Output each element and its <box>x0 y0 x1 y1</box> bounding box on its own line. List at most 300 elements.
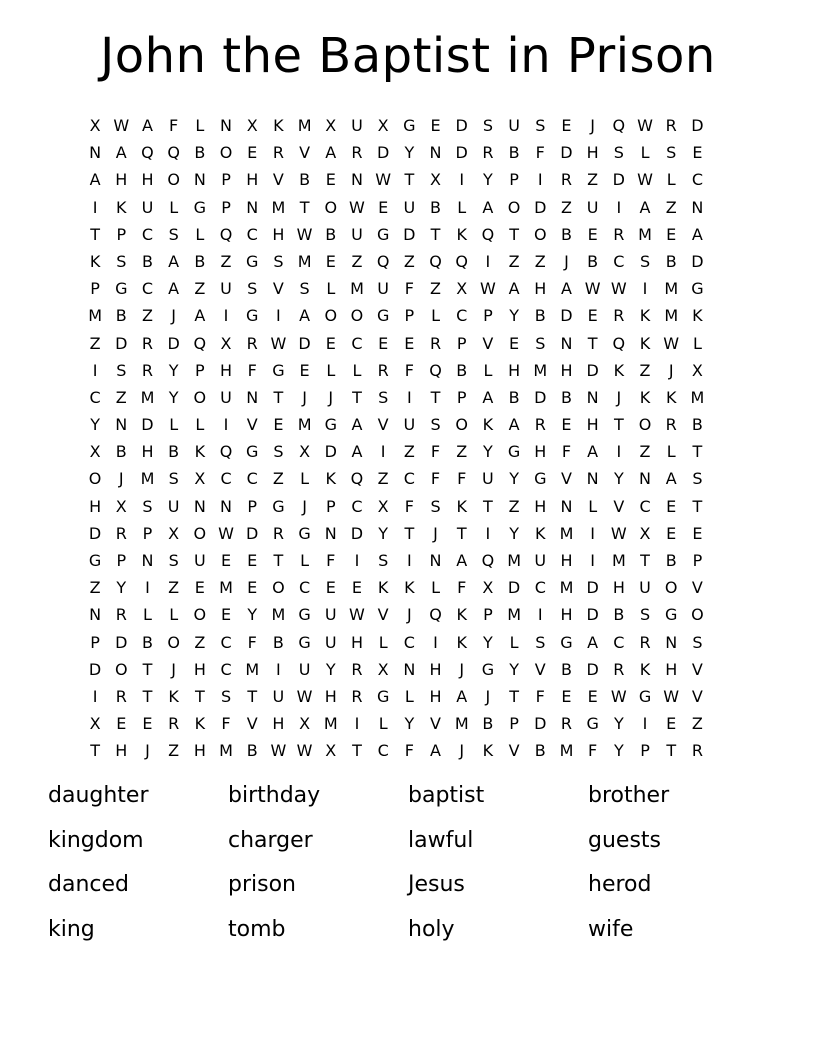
grid-letter: V <box>299 143 311 163</box>
grid-letter: E <box>325 170 336 190</box>
grid-letter: H <box>193 659 206 679</box>
word-bank-item: lawful <box>408 827 474 853</box>
grid-letter: J <box>433 523 438 543</box>
grid-letter: X <box>482 578 494 598</box>
grid-letter: S <box>535 116 546 135</box>
grid-letter: Z <box>141 306 153 326</box>
grid-letter: O <box>88 469 102 489</box>
grid-letter: Z <box>89 578 101 598</box>
grid-letter: R <box>613 224 625 244</box>
grid-letter: C <box>141 279 154 299</box>
grid-letter: S <box>299 279 310 299</box>
grid-letter: R <box>613 659 625 679</box>
grid-row <box>82 302 711 329</box>
grid-letter: E <box>351 578 363 598</box>
grid-letter: K <box>535 523 546 543</box>
grid-letter: R <box>141 360 154 380</box>
grid-letter: P <box>692 551 703 570</box>
grid-letter: U <box>272 686 285 706</box>
grid-letter: J <box>406 605 412 625</box>
grid-letter: M <box>507 605 521 625</box>
grid-letter: G <box>193 197 207 217</box>
grid-letter: Z <box>639 442 651 462</box>
grid-letter: D <box>586 605 599 625</box>
grid-letter: X <box>89 714 101 734</box>
grid-row <box>82 601 711 628</box>
grid-letter: D <box>298 333 311 353</box>
grid-letter: N <box>429 143 442 163</box>
grid-letter: L <box>300 551 310 570</box>
grid-letter: F <box>535 143 545 163</box>
grid-letter: G <box>691 279 704 299</box>
grid-letter: I <box>145 578 150 598</box>
grid-letter: A <box>508 279 520 299</box>
grid-letter: O <box>272 578 285 598</box>
grid-letter: M <box>297 415 312 435</box>
word-bank-item: tomb <box>228 916 286 942</box>
grid-letter: E <box>194 578 205 598</box>
grid-letter: Z <box>430 279 442 299</box>
grid-letter: B <box>430 197 442 217</box>
grid-letter: H <box>612 578 625 598</box>
grid-letter: D <box>534 387 547 407</box>
grid-letter: G <box>88 551 102 570</box>
grid-letter: L <box>195 116 205 135</box>
grid-letter: A <box>508 415 520 435</box>
grid-letter: E <box>561 686 572 706</box>
grid-letter: N <box>193 170 206 190</box>
grid-letter: C <box>351 496 363 516</box>
grid-letter: U <box>351 116 363 135</box>
grid-letter: L <box>352 360 362 380</box>
grid-letter: Z <box>272 469 284 489</box>
grid-letter: G <box>272 496 285 516</box>
grid-letter: B <box>665 251 677 271</box>
grid-letter: C <box>299 578 311 598</box>
grid-letter: G <box>376 224 390 244</box>
grid-letter: V <box>691 686 703 706</box>
grid-letter: W <box>270 741 287 761</box>
grid-letter: V <box>482 333 494 353</box>
grid-letter: Q <box>481 224 495 244</box>
grid-letter: K <box>639 333 651 353</box>
grid-letter: G <box>665 605 678 625</box>
grid-letter: G <box>560 632 573 652</box>
grid-letter: L <box>378 714 388 734</box>
grid-letter: Y <box>325 659 336 679</box>
grid-letter: G <box>298 523 311 543</box>
grid-letter: R <box>115 605 127 625</box>
grid-letter: Z <box>194 279 206 299</box>
grid-letter: I <box>406 387 412 407</box>
grid-letter: W <box>610 279 627 299</box>
grid-letter: I <box>642 714 648 734</box>
grid-letter: N <box>691 197 704 217</box>
grid-letter: Z <box>168 578 180 598</box>
grid-letter: O <box>324 197 338 217</box>
grid-letter: Z <box>534 251 546 271</box>
grid-letter: H <box>429 659 442 679</box>
grid-letter: C <box>141 224 154 244</box>
grid-letter: W <box>610 523 627 543</box>
grid-letter: U <box>141 197 154 217</box>
grid-letter: T <box>404 170 415 190</box>
grid-letter: E <box>378 333 389 353</box>
grid-letter: K <box>665 387 677 407</box>
grid-letter: O <box>114 659 128 679</box>
grid-letter: E <box>220 605 232 625</box>
grid-letter: I <box>354 551 360 570</box>
grid-letter: Y <box>509 306 519 326</box>
grid-letter: G <box>115 279 128 299</box>
grid-letter: Z <box>351 251 363 271</box>
grid-letter: D <box>115 333 128 353</box>
grid-letter: S <box>273 251 284 271</box>
grid-letter: I <box>485 523 491 543</box>
grid-letter: K <box>639 387 651 407</box>
grid-letter: H <box>560 551 573 570</box>
grid-letter: A <box>482 197 494 217</box>
grid-letter: D <box>376 143 390 163</box>
word-search-grid <box>82 112 711 765</box>
grid-letter: R <box>351 143 363 163</box>
grid-letter: D <box>507 578 521 598</box>
grid-letter: A <box>168 279 180 299</box>
grid-letter: G <box>246 306 259 326</box>
grid-letter: W <box>375 170 392 190</box>
grid-letter: B <box>534 741 546 761</box>
grid-letter: J <box>485 686 491 706</box>
grid-letter: S <box>535 333 546 353</box>
grid-letter: L <box>692 333 702 353</box>
grid-letter: S <box>535 632 546 652</box>
grid-letter: A <box>89 170 101 190</box>
grid-letter: N <box>639 469 652 489</box>
grid-letter: S <box>168 224 179 244</box>
grid-letter: A <box>299 306 311 326</box>
grid-letter: K <box>273 116 284 135</box>
grid-letter: D <box>455 143 468 163</box>
grid-letter: I <box>537 605 543 625</box>
grid-letter: E <box>587 306 598 326</box>
grid-letter: D <box>324 442 337 462</box>
grid-letter: A <box>430 741 441 761</box>
grid-letter: G <box>586 714 599 734</box>
grid-letter: G <box>298 632 311 652</box>
grid-letter: B <box>299 170 311 190</box>
grid-letter: E <box>325 251 336 271</box>
grid-letter: B <box>194 251 206 271</box>
grid-letter: N <box>89 605 102 625</box>
grid-letter: E <box>666 714 677 734</box>
grid-letter: T <box>640 551 650 570</box>
grid-letter: R <box>272 523 284 543</box>
grid-letter: D <box>691 116 704 135</box>
grid-letter: K <box>613 360 625 380</box>
grid-letter: U <box>403 415 416 435</box>
grid-letter: H <box>534 279 547 299</box>
grid-letter: W <box>296 224 313 244</box>
grid-letter: P <box>90 632 100 652</box>
grid-letter: J <box>302 496 307 516</box>
grid-letter: B <box>508 387 520 407</box>
grid-row <box>82 465 711 492</box>
grid-letter: Q <box>481 551 495 570</box>
grid-letter: Z <box>220 251 232 271</box>
grid-letter: E <box>220 551 232 570</box>
grid-letter: Q <box>350 469 364 489</box>
grid-letter: P <box>221 197 231 217</box>
grid-letter: T <box>90 741 100 761</box>
grid-letter: O <box>664 578 678 598</box>
grid-letter: Z <box>89 333 101 353</box>
grid-letter: R <box>377 360 389 380</box>
grid-letter: Q <box>141 143 154 163</box>
grid-letter: C <box>639 496 651 516</box>
grid-letter: I <box>380 442 386 462</box>
grid-letter: P <box>221 170 231 190</box>
grid-letter: E <box>666 523 677 543</box>
grid-letter: P <box>116 551 127 570</box>
grid-letter: U <box>377 279 390 299</box>
grid-letter: A <box>691 224 703 244</box>
grid-letter: W <box>113 116 130 135</box>
grid-letter: O <box>193 523 207 543</box>
grid-letter: Y <box>168 360 179 380</box>
grid-letter: Y <box>168 387 179 407</box>
grid-letter: N <box>350 170 363 190</box>
grid-letter: B <box>560 387 572 407</box>
grid-letter: D <box>586 659 599 679</box>
grid-letter: T <box>90 224 100 244</box>
grid-letter: U <box>324 605 337 625</box>
grid-letter: X <box>377 659 389 679</box>
grid-letter: J <box>302 387 307 407</box>
grid-letter: I <box>223 306 229 326</box>
grid-letter: N <box>115 415 128 435</box>
grid-letter: X <box>89 442 101 462</box>
grid-letter: G <box>403 116 416 135</box>
grid-letter: F <box>221 714 231 734</box>
grid-letter: H <box>665 659 678 679</box>
grid-letter: H <box>115 741 128 761</box>
grid-letter: R <box>168 714 180 734</box>
grid-letter: K <box>456 496 467 516</box>
grid-letter: R <box>351 686 363 706</box>
grid-letter: I <box>354 714 360 734</box>
grid-letter: F <box>457 469 467 489</box>
grid-letter: V <box>272 279 284 299</box>
grid-letter: P <box>404 306 415 326</box>
grid-letter: Y <box>509 659 519 679</box>
word-bank-item: birthday <box>228 783 321 808</box>
grid-letter: R <box>665 415 677 435</box>
grid-letter: X <box>691 360 703 380</box>
grid-letter: D <box>403 224 416 244</box>
grid-letter: R <box>115 686 127 706</box>
grid-letter: F <box>404 741 414 761</box>
grid-letter: W <box>479 279 496 299</box>
grid-letter: U <box>351 224 363 244</box>
grid-letter: F <box>430 442 441 462</box>
grid-letter: S <box>247 279 258 299</box>
grid-letter: A <box>587 442 599 462</box>
grid-letter: O <box>193 605 207 625</box>
grid-letter: R <box>429 333 442 353</box>
grid-letter: F <box>404 360 414 380</box>
grid-letter: S <box>116 360 127 380</box>
grid-letter: F <box>404 279 414 299</box>
grid-letter: K <box>116 197 127 217</box>
grid-letter: P <box>509 714 519 734</box>
grid-letter: M <box>245 659 260 679</box>
grid-letter: T <box>483 496 493 516</box>
grid-letter: C <box>613 632 625 652</box>
grid-letter: X <box>220 333 232 353</box>
grid-letter: N <box>586 387 599 407</box>
grid-letter: V <box>246 415 258 435</box>
grid-letter: Y <box>378 523 389 543</box>
grid-letter: Y <box>483 442 493 462</box>
grid-letter: Z <box>508 496 520 516</box>
grid-letter: E <box>666 224 677 244</box>
grid-letter: U <box>324 632 337 652</box>
grid-letter: V <box>691 578 703 598</box>
grid-letter: S <box>378 551 389 570</box>
grid-letter: L <box>143 605 152 625</box>
grid-letter: R <box>560 170 573 190</box>
grid-letter: L <box>640 143 650 163</box>
grid-letter: I <box>616 197 622 217</box>
grid-letter: V <box>534 659 546 679</box>
grid-letter: T <box>142 659 153 679</box>
grid-letter: E <box>509 333 520 353</box>
grid-letter: S <box>639 605 651 625</box>
grid-letter: I <box>433 632 438 652</box>
grid-letter: X <box>194 469 206 489</box>
grid-letter: I <box>537 170 543 190</box>
grid-letter: Y <box>404 714 415 734</box>
grid-letter: Q <box>429 360 442 380</box>
grid-letter: O <box>193 387 207 407</box>
grid-letter: D <box>88 659 102 679</box>
grid-letter: K <box>639 306 651 326</box>
grid-letter: S <box>168 551 179 570</box>
grid-letter: T <box>299 197 310 217</box>
grid-letter: U <box>167 496 180 516</box>
word-bank-item: danced <box>48 872 129 897</box>
grid-letter: E <box>378 197 389 217</box>
grid-letter: Z <box>168 741 180 761</box>
grid-letter: A <box>482 387 494 407</box>
grid-letter: B <box>560 659 572 679</box>
grid-letter: B <box>325 224 337 244</box>
grid-letter: L <box>431 578 440 598</box>
grid-letter: B <box>194 143 206 163</box>
grid-letter: Y <box>613 714 624 734</box>
grid-letter: O <box>219 143 233 163</box>
grid-letter: O <box>324 306 338 326</box>
grid-letter: S <box>116 251 127 271</box>
grid-letter: I <box>92 360 98 380</box>
grid-letter: F <box>535 686 545 706</box>
grid-letter: X <box>299 714 311 734</box>
grid-letter: B <box>272 632 284 652</box>
grid-letter: N <box>246 197 259 217</box>
grid-letter: Z <box>403 251 415 271</box>
grid-row <box>82 166 711 193</box>
grid-letter: H <box>193 741 206 761</box>
grid-letter: T <box>692 496 703 516</box>
grid-letter: P <box>325 496 336 516</box>
grid-letter: Y <box>404 143 415 163</box>
grid-letter: F <box>404 496 414 516</box>
grid-letter: J <box>616 387 622 407</box>
grid-letter: L <box>666 170 676 190</box>
grid-letter: V <box>377 415 389 435</box>
grid-letter: K <box>89 251 101 271</box>
grid-letter: J <box>590 116 596 135</box>
word-bank-item: holy <box>408 916 455 942</box>
grid-letter: W <box>584 279 601 299</box>
grid-letter: S <box>692 469 703 489</box>
grid-letter: R <box>560 714 573 734</box>
grid-row <box>82 574 711 601</box>
grid-letter: D <box>612 170 625 190</box>
grid-letter: B <box>560 224 572 244</box>
grid-letter: R <box>613 306 625 326</box>
grid-letter: X <box>168 523 180 543</box>
grid-letter: T <box>352 741 362 761</box>
grid-letter: S <box>273 442 284 462</box>
grid-letter: M <box>350 279 364 299</box>
grid-letter: D <box>691 251 704 271</box>
grid-letter: A <box>194 306 206 326</box>
grid-letter: K <box>692 306 703 326</box>
grid-letter: R <box>534 415 546 435</box>
grid-letter: U <box>639 578 651 598</box>
grid-letter: P <box>195 360 205 380</box>
grid-letter: C <box>377 741 389 761</box>
grid-letter: Z <box>194 632 206 652</box>
grid-letter: Z <box>403 442 415 462</box>
word-bank <box>48 778 768 956</box>
grid-letter: J <box>171 659 177 679</box>
grid-letter: F <box>247 632 257 652</box>
word-bank-item: guests <box>588 827 661 853</box>
grid-letter: L <box>431 306 440 326</box>
grid-letter: P <box>509 170 519 190</box>
grid-letter: T <box>587 333 598 353</box>
grid-letter: K <box>456 605 467 625</box>
grid-letter: M <box>88 306 102 326</box>
grid-letter: I <box>276 306 281 326</box>
grid-letter: L <box>666 442 676 462</box>
grid-letter: L <box>169 197 179 217</box>
grid-letter: F <box>588 741 598 761</box>
grid-letter: Y <box>613 741 624 761</box>
grid-letter: B <box>587 251 599 271</box>
grid-letter: V <box>272 170 284 190</box>
grid-letter: N <box>586 469 599 489</box>
grid-letter: X <box>325 116 337 135</box>
grid-letter: X <box>430 170 442 190</box>
grid-letter: H <box>534 496 547 516</box>
grid-letter: B <box>115 442 127 462</box>
grid-letter: H <box>508 360 521 380</box>
grid-letter: Q <box>219 224 233 244</box>
grid-letter: G <box>376 306 390 326</box>
